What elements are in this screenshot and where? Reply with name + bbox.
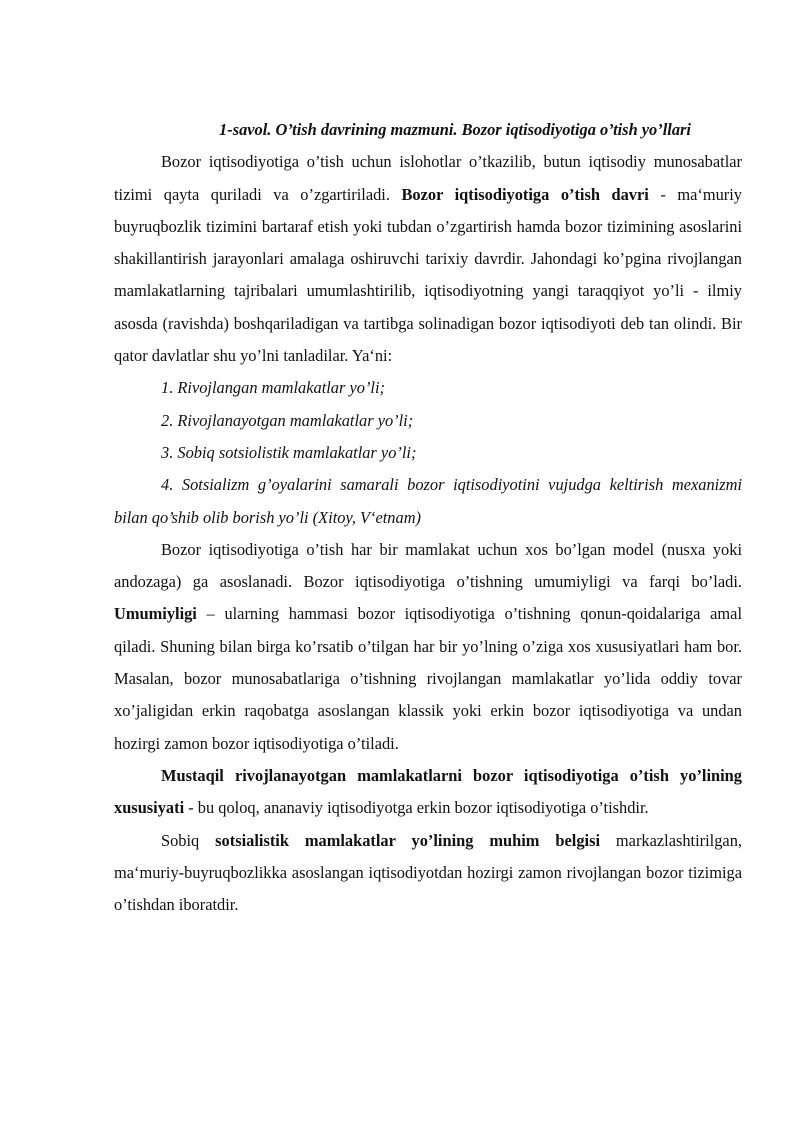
paragraph-developing-term: Mustaqil rivojlanayotgan mamlakatlarni bozor iqtisodiyotiga o’tish yo’lining xususiyati [114, 765, 742, 818]
paragraph-intro-text-a: Bozor iqtisodiyotiga o’tish uchun islohotlar o’tkazilib, butun iqtisodiy munosabatlar tizimi qayta quriladi va o’zgartiriladi. [114, 152, 742, 204]
paragraph-models [114, 534, 742, 760]
paragraph-intro [114, 146, 742, 372]
paragraph-intro-text-c: - ma‘muriy buyruqbozlik tizimini bartaraf etish yoki tubdan o’zgartirish hamda bozor tizimining asoslarini shakillantirish jarayonlari amalaga oshiruvchi tarixiy davrdir. Jahondagi ko’pgina rivojlangan mamlakatlarning tajribalari umumlashtirilib, iqtisodiyotning yangi taraqqiyot yo’li - ilmiy asosda (ravishda) boshqariladigan va tartibga solinadigan bozor iqtisodiyoti deb tan olindi. Bir qator davlatlar shu yo’lni tanladilar. Ya‘ni: [114, 184, 742, 366]
paragraph-developing-text-c: - bu qoloq, ananaviy iqtisodiyotga erkin bozor iqtisodiyotiga o’tishdir. [184, 798, 649, 818]
list-item-1: 1. Rivojlangan mamlakatlar yo’li; [161, 378, 385, 398]
paragraph-socialist-text-a: Sobiq [161, 830, 216, 850]
paragraph-models-text-a: Bozor iqtisodiyotiga o’tish har bir mamlakat uchun xos bo’lgan model (nusxa yoki andozaga) ga asoslanadi. Bozor iqtisodiyotiga o’tishning umumiyligi va farqi bo’ladi. [114, 539, 742, 592]
list-item-2: 2. Rivojlanayotgan mamlakatlar yo’li; [161, 410, 414, 430]
list-item-3: 3. Sobiq sotsiolistik mamlakatlar yo’li; [161, 442, 417, 462]
paragraph-socialist-term: sotsialistik mamlakatlar yo’lining muhim belgisi [215, 830, 601, 850]
paragraph-socialist-text-c: markazlashtirilgan, ma‘muriy-buyruqbozlikka asoslangan iqtisodiyotdan hozirgi zamon rivojlangan bozor tizimiga o’tishdan iboratdir. [114, 830, 742, 915]
paragraph-models-term: Umumiyligi [114, 604, 197, 624]
section-title: 1-savol. O’tish davrining mazmuni. Bozor iqtisodiyotiga o’tish yo’llari [219, 120, 691, 139]
paragraph-socialist [114, 825, 742, 922]
document-page [114, 114, 742, 921]
paragraph-models-text-c: – ularning hammasi bozor iqtisodiyotiga o’tishning qonun-qoidalariga amal qiladi. Shuning bilan birga ko’rsatib o’tilgan har bir yo’lning o’ziga xos xususiyatlari ham bor. Masalan, bozor munosabatlariga o’tishning rivojlangan mamlakatlar yo’lida oddiy tovar xo’jaligidan erkin raqobatga asoslangan klassik yoki erkin bozor iqtisodiyotiga va undan hozirgi zamon bozor iqtisodiyotiga o’tiladi. [114, 604, 742, 753]
list-item-4: 4. Sotsializm g’oyalarini samarali bozor iqtisodiyotini vujudga keltirish mexanizmi bilan qo’shib olib borish yo’li (Xitoy, V‘etnam) [114, 475, 742, 527]
paragraph-developing [114, 760, 742, 825]
paragraph-intro-term: Bozor iqtisodiyotiga o’tish davri [401, 184, 649, 204]
